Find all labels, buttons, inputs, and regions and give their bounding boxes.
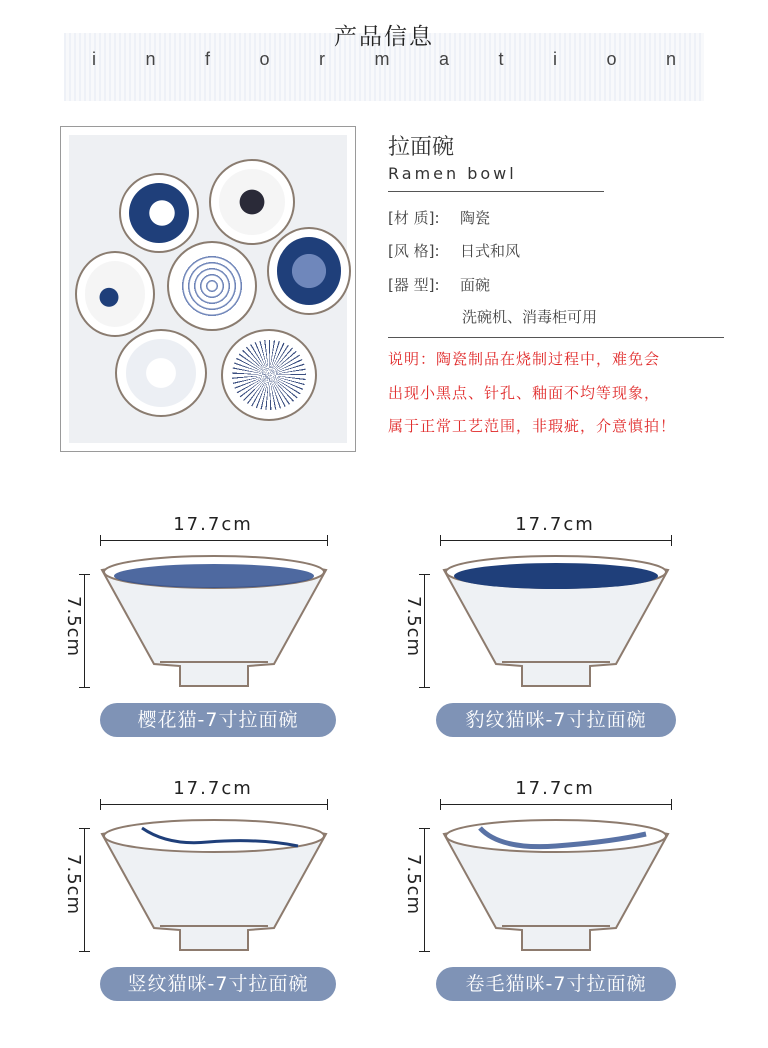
width-dimension-line (440, 804, 672, 805)
width-dimension-line (100, 804, 328, 805)
subtitle-letter: a (438, 49, 449, 69)
subtitle-letter: i (552, 49, 557, 69)
bowl-side-view (440, 816, 672, 956)
size-card (63, 778, 338, 1048)
spec-value: 面碗 (460, 276, 491, 294)
note-line: 属于正常工艺范围，非瑕疵，介意慎拍！ (388, 417, 677, 435)
note-line: 出现小黑点、针孔、釉面不均等现象， (388, 384, 661, 402)
height-dimension: 7.5cm (63, 596, 84, 658)
height-dimension-line (424, 574, 425, 688)
subtitle-letter: o (259, 49, 270, 69)
spec-key: [材 质]: (388, 209, 440, 227)
bowl-top-view (209, 159, 295, 245)
width-dimension-line (440, 540, 672, 541)
bowl-top-view (119, 173, 199, 253)
spec-extra: 洗碗机、消毒柜可用 (462, 308, 598, 326)
product-name: 拉面碗 (388, 135, 455, 160)
width-dimension: 17.7cm (515, 514, 595, 535)
size-card (403, 514, 680, 784)
bowl-top-view (267, 227, 351, 315)
divider (388, 191, 604, 192)
spec-shape (388, 274, 490, 295)
subtitle-letter: r (318, 49, 325, 69)
width-dimension: 17.7cm (173, 514, 253, 535)
height-dimension-line (84, 828, 85, 952)
height-dimension: 7.5cm (403, 596, 424, 658)
size-card (403, 778, 680, 1048)
spec-style (388, 240, 520, 261)
subtitle-letter: m (374, 49, 390, 69)
product-name-en: Ramen bowl (388, 164, 517, 183)
photo-background (69, 135, 347, 443)
spec-value: 陶瓷 (460, 209, 491, 227)
subtitle-letter: n (145, 49, 156, 69)
divider (388, 337, 724, 338)
size-card (63, 514, 338, 784)
subtitle-letter: n (665, 49, 676, 69)
bowl-side-view (440, 552, 672, 692)
width-dimension: 17.7cm (173, 778, 253, 799)
height-dimension: 7.5cm (63, 854, 84, 916)
height-dimension: 7.5cm (403, 854, 424, 916)
width-dimension: 17.7cm (515, 778, 595, 799)
bowl-top-view (75, 251, 155, 337)
spec-key: [器 型]: (388, 276, 440, 294)
subtitle-letter: i (92, 49, 96, 69)
spec-key: [风 格]: (388, 242, 440, 260)
spec-value: 日式和风 (460, 242, 521, 260)
height-dimension-line (84, 574, 85, 688)
bowl-top-view (167, 241, 257, 331)
product-label: 豹纹猫咪-7寸拉面碗 (436, 703, 676, 737)
bowl-side-view (98, 552, 330, 692)
section-subtitle (64, 49, 704, 77)
bowl-side-view (98, 816, 330, 956)
note-line: 说明：陶瓷制品在烧制过程中，难免会 (388, 350, 661, 368)
subtitle-letter: t (498, 49, 504, 69)
bowl-top-view (221, 329, 317, 421)
product-label: 卷毛猫咪-7寸拉面碗 (436, 967, 676, 1001)
product-label: 竖纹猫咪-7寸拉面碗 (100, 967, 336, 1001)
spec-material (388, 207, 490, 228)
product-photo (60, 126, 356, 452)
subtitle-letter: f (204, 49, 210, 69)
product-label: 樱花猫-7寸拉面碗 (100, 703, 336, 737)
bowl-top-view (115, 329, 207, 417)
section-title: 产品信息 (334, 24, 434, 50)
height-dimension-line (424, 828, 425, 952)
width-dimension-line (100, 540, 328, 541)
subtitle-letter: o (606, 49, 617, 69)
